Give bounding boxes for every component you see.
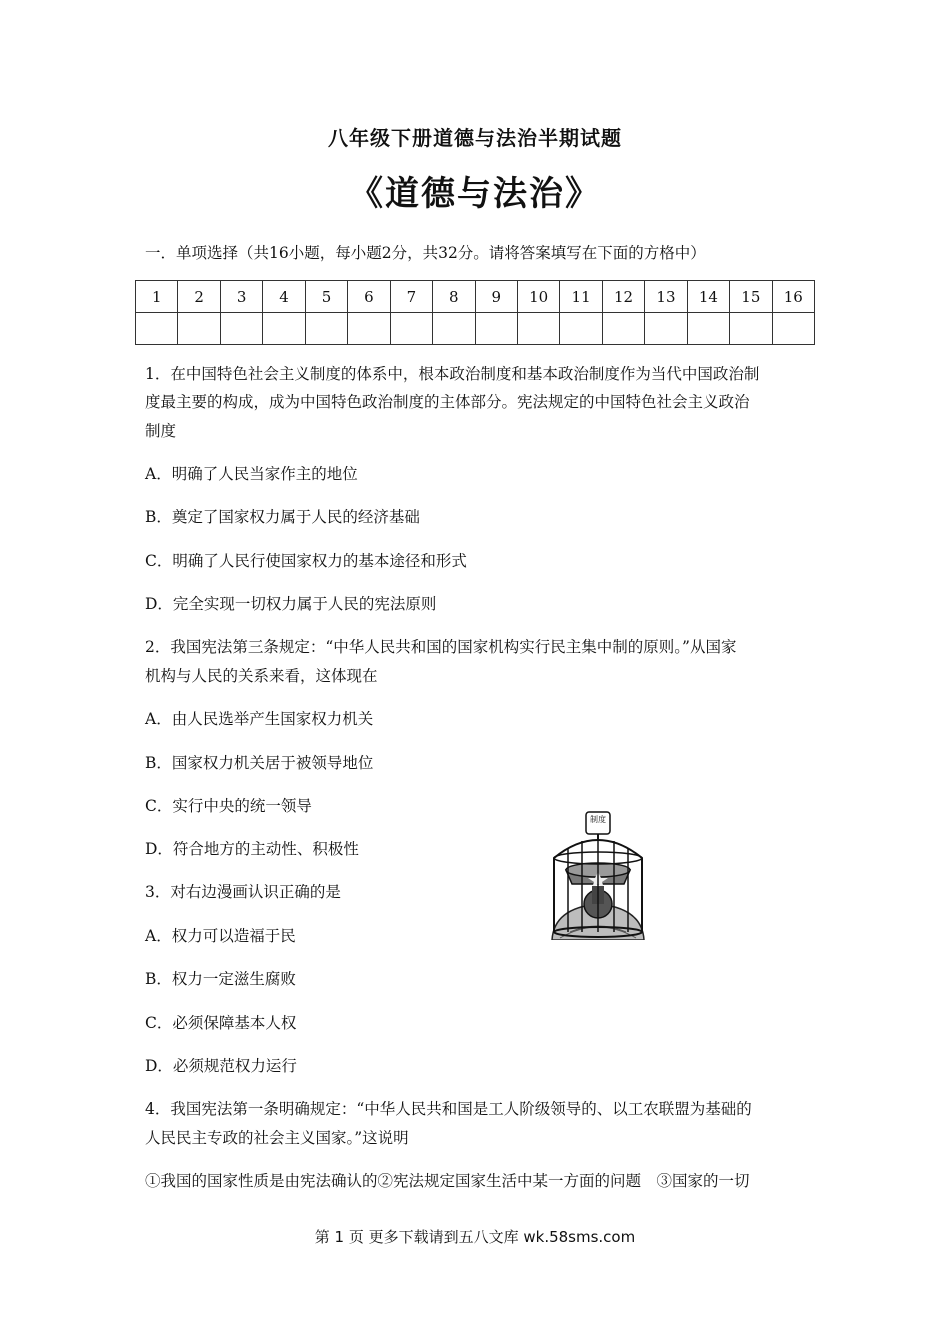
answer-number: 3 [220, 281, 262, 313]
answer-number: 15 [730, 281, 772, 313]
q3-option-c: C．必须保障基本人权 [145, 1014, 297, 1032]
answer-number: 8 [433, 281, 475, 313]
cartoon-label: 制度 [590, 815, 606, 824]
q4-options-line: ①我国的国家性质是由宪法确认的②宪法规定国家生活中某一方面的问题 ③国家的一切 [145, 1172, 750, 1190]
answer-cell[interactable] [560, 313, 602, 345]
answer-grid-number-row [136, 281, 815, 313]
answer-number: 10 [517, 281, 559, 313]
page-subtitle: 八年级下册道德与法治半期试题 [328, 126, 622, 150]
answer-cell[interactable] [305, 313, 347, 345]
q2-stem-line: 2．我国宪法第三条规定：“中华人民共和国的国家机构实行民主集中制的原则。”从国家 [145, 638, 737, 656]
answer-number: 11 [560, 281, 602, 313]
answer-number: 9 [475, 281, 517, 313]
answer-cell[interactable] [136, 313, 178, 345]
q2-stem-line: 机构与人民的关系来看，这体现在 [145, 667, 378, 685]
q3-option-a: A．权力可以造福于民 [145, 927, 296, 945]
q2-option-c: C．实行中央的统一领导 [145, 797, 312, 815]
answer-number: 14 [687, 281, 729, 313]
q1-option-a: A．明确了人民当家作主的地位 [145, 465, 358, 483]
cage-cartoon-image [540, 808, 656, 940]
answer-cell[interactable] [602, 313, 644, 345]
answer-number: 13 [645, 281, 687, 313]
answer-cell[interactable] [687, 313, 729, 345]
answer-number: 12 [602, 281, 644, 313]
q1-stem-line: 1．在中国特色社会主义制度的体系中，根本政治制度和基本政治制度作为当代中国政治制 [145, 365, 760, 383]
answer-cell[interactable] [645, 313, 687, 345]
q4-stem-line: 人民民主专政的社会主义国家。”这说明 [145, 1129, 409, 1147]
page-footer: 第 1 页 更多下载请到五八文库 wk.58sms.com [314, 1228, 636, 1246]
q2-option-a: A．由人民选举产生国家权力机关 [145, 710, 374, 728]
answer-number: 6 [348, 281, 390, 313]
answer-number: 5 [305, 281, 347, 313]
q1-option-b: B．奠定了国家权力属于人民的经济基础 [145, 508, 420, 526]
answer-cell[interactable] [433, 313, 475, 345]
answer-cell[interactable] [390, 313, 432, 345]
q2-option-d: D．符合地方的主动性、积极性 [145, 840, 359, 858]
section-heading: 一．单项选择（共16小题，每小题2分，共32分。请将答案填写在下面的方格中） [145, 244, 706, 262]
answer-cell[interactable] [348, 313, 390, 345]
page-title: 《道德与法治》 [349, 174, 601, 214]
q1-option-c: C．明确了人民行使国家权力的基本途径和形式 [145, 552, 467, 570]
answer-cell[interactable] [220, 313, 262, 345]
q1-stem-line: 度最主要的构成，成为中国特色政治制度的主体部分。宪法规定的中国特色社会主义政治 [145, 393, 750, 411]
answer-number: 1 [136, 281, 178, 313]
q3-stem-line: 3．对右边漫画认识正确的是 [145, 883, 341, 901]
q1-stem-line: 制度 [145, 422, 177, 440]
answer-cell[interactable] [475, 313, 517, 345]
q3-option-b: B．权力一定滋生腐败 [145, 970, 296, 988]
answer-number: 16 [772, 281, 814, 313]
q3-option-d: D．必须规范权力运行 [145, 1057, 297, 1075]
q1-option-d: D．完全实现一切权力属于人民的宪法原则 [145, 595, 437, 613]
answer-cell[interactable] [178, 313, 220, 345]
answer-cell[interactable] [730, 313, 772, 345]
answer-cell[interactable] [772, 313, 814, 345]
answer-cell[interactable] [263, 313, 305, 345]
answer-grid [135, 280, 815, 345]
answer-number: 2 [178, 281, 220, 313]
q2-option-b: B．国家权力机关居于被领导地位 [145, 754, 374, 772]
answer-number: 7 [390, 281, 432, 313]
answer-grid-blank-row [136, 313, 815, 345]
answer-cell[interactable] [517, 313, 559, 345]
q4-stem-line: 4．我国宪法第一条明确规定：“中华人民共和国是工人阶级领导的、以工农联盟为基础的 [145, 1100, 752, 1118]
answer-number: 4 [263, 281, 305, 313]
